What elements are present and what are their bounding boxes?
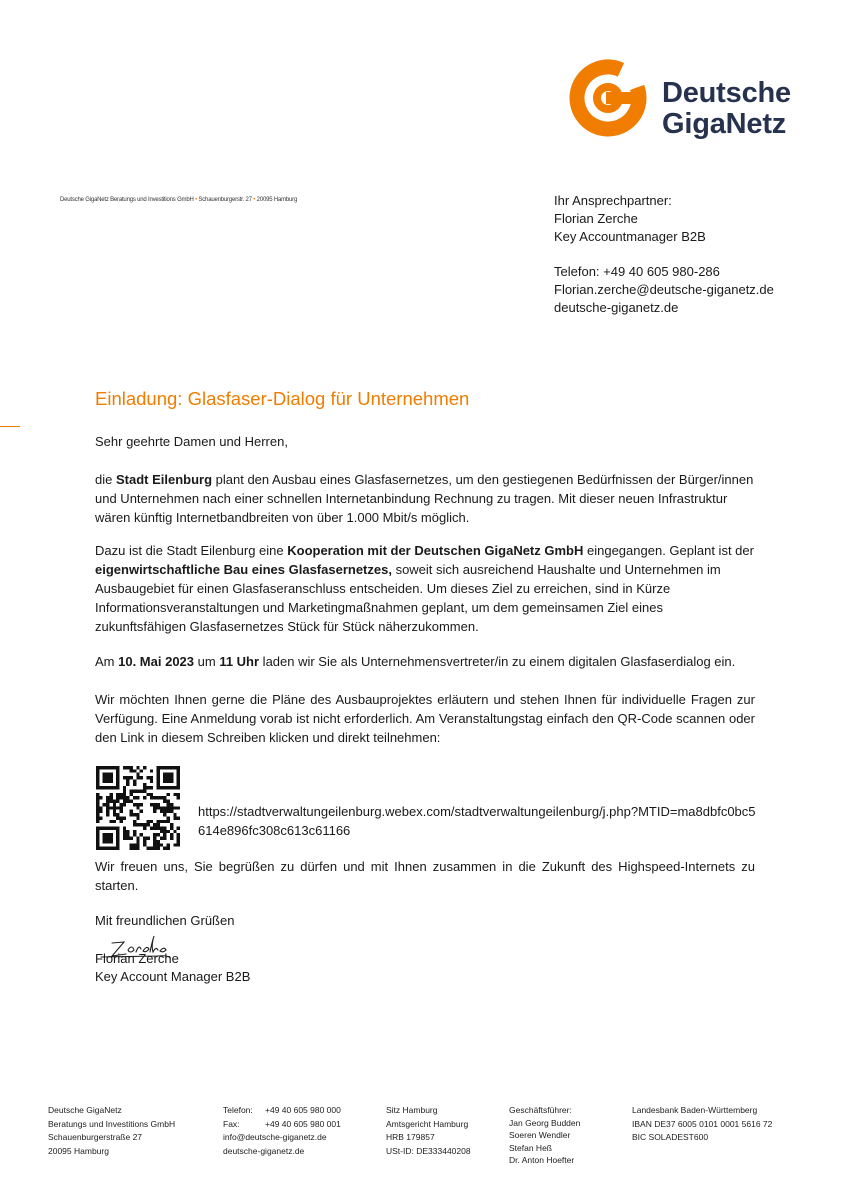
logo-line-2: GigaNetz [662,108,787,140]
paragraph-5: Wir freuen uns, Sie begrüßen zu dürfen und mit Ihnen zusammen in die Zukunft des Highspeed-Internets zu starten. [95,859,755,893]
paragraph-1: die Stadt Eilenburg plant den Ausbau eines Glasfasernetzes, um den gestiegenen Bedürfnissen der Bürger/innen und Unternehmen nach einer schnellen Internetanbindung Rechnung zu tragen. Mit dieser neuen Infrastruktur wären künftig Internetbandbreiten von über 1.000 Mbit/s möglich. [95,472,754,525]
footer-management: Geschäftsführer: Jan Georg Budden Soeren Wendler Stefan Heß Dr. Anton Hoefter [509,1105,581,1165]
contact-email[interactable]: Florian.zerche@deutsche-giganetz.de [554,282,774,297]
fold-mark [0,426,20,427]
sender-return-address [60,197,297,203]
deutsche-giganetz-g-logo-icon [566,56,654,140]
company-logo [566,56,816,140]
contact-block [554,192,774,317]
sender-street: Schauenburgerstr. 27 [198,197,252,203]
contact-heading: Ihr Ansprechpartner: [554,193,672,208]
signer-name: Florian Zerche [95,951,179,966]
footer-contact: Telefon: +49 40 605 980 000 Fax: +49 40 605 980 001 info@deutsche-giganetz.de deutsche-giganetz.de [223,1104,341,1158]
webex-meeting-link[interactable]: https://stadtverwaltungeilenburg.webex.com/stadtverwaltungeilenburg/j.php?MTID=ma8dbfc0bc5614e896fc308c613c61166 [198,804,756,838]
footer-website[interactable]: deutsche-giganetz.de [223,1145,305,1156]
closing: Mit freundlichen Grüßen [95,913,235,928]
logo-wordmark [662,78,791,140]
signer-title: Key Account Manager B2B [95,969,251,984]
contact-phone: Telefon: +49 40 605 980-286 [554,264,720,279]
contact-website[interactable]: deutsche-giganetz.de [554,300,679,315]
sender-city: 20095 Hamburg [256,197,298,203]
letter-subject: Einladung: Glasfaser-Dialog für Unternehmen [95,388,470,409]
footer-bank: Landesbank Baden-Württemberg IBAN DE37 6005 0101 0001 5616 72 BIC SOLADEST600 [632,1105,773,1142]
paragraph-2: Dazu ist die Stadt Eilenburg eine Kooperation mit der Deutschen GigaNetz GmbH eingegangen. Geplant ist der eigenwirtschaftliche Bau eines Glasfasernetzes, soweit sich ausreichend Haushalte und Unternehmen im Ausbaugebiet für einen Glasfaseranschluss entscheiden. Um dieses Ziel zu erreichen, sind in Kürze Informationsveranstaltungen und Marketingmaßnahmen geplant, um dem gemeinsamen Ziel eines zukunftsfähigen Glasfasernetzes Stück für Stück näherzukommen. [95,543,754,634]
salutation: Sehr geehrte Damen und Herren, [95,434,288,449]
paragraph-3-event-date: Am 10. Mai 2023 um 11 Uhr laden wir Sie als Unternehmensvertreter/in zu einem digitalen Glasfaserdialog ein. [95,654,736,669]
footer-email[interactable]: info@deutsche-giganetz.de [223,1132,327,1142]
footer-company: Deutsche GigaNetz Beratungs und Investitions GmbH Schauenburgerstraße 27 20095 Hamburg [48,1105,176,1156]
contact-role: Key Accountmanager B2B [554,229,706,244]
paragraph-4: Wir möchten Ihnen gerne die Pläne des Ausbauprojektes erläutern und stehen Ihnen für individuelle Fragen zur Verfügung. Eine Anmeldung vorab ist nicht erforderlich. Am Veranstaltungstag einfach den QR-Code scannen oder den Link in diesem Schreiben klicken und direkt teilnehmen: [95,692,755,745]
sender-company: Deutsche GigaNetz Beratungs und Investitions GmbH [60,197,194,203]
separator-dot: • [253,197,256,203]
separator-dot: • [195,197,197,203]
contact-name: Florian Zerche [554,211,638,226]
logo-line-1: Deutsche [662,77,791,109]
footer-registry: Sitz Hamburg Amtsgericht Hamburg HRB 179857 USt-ID: DE333440208 [386,1105,471,1156]
qr-code-icon[interactable] [96,766,180,850]
